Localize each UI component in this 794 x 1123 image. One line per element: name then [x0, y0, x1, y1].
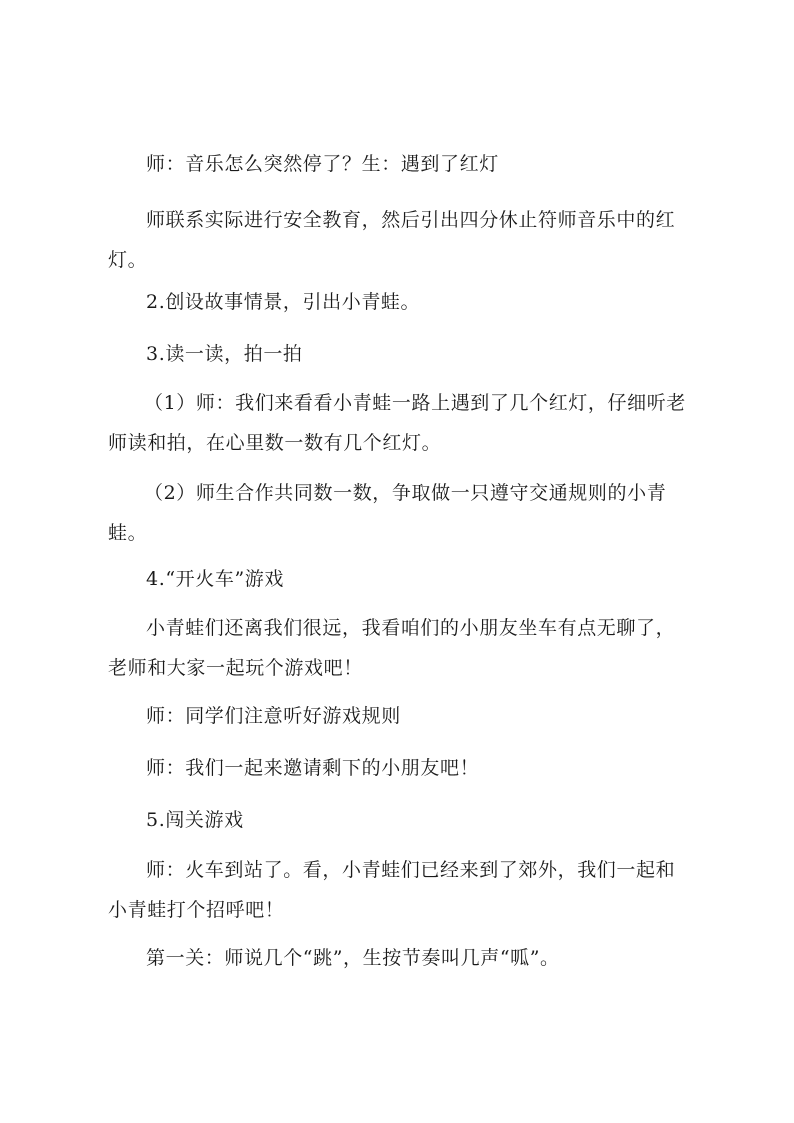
paragraph-step-4: 4.“开火车”游戏: [146, 568, 284, 590]
paragraph-train-intro: 小青蛙们还离我们很远，我看咱们的小朋友坐车有点无聊了，老师和大家一起玩个游戏吧！: [108, 617, 676, 679]
paragraph-substep-1: （1）师：我们来看看小青蛙一路上遇到了几个红灯，仔细听老师读和拍，在心里数一数有几个红灯。: [108, 392, 686, 454]
paragraph-train-arrived: 师：火车到站了。看，小青蛙们已经来到了郊外，我们一起和小青蛙打个招呼吧！: [108, 859, 676, 921]
paragraph-teacher-music-stopped: 师：音乐怎么突然停了？生：遇到了红灯: [146, 153, 499, 175]
paragraph-game-rules: 师：同学们注意听好游戏规则: [146, 705, 401, 727]
paragraph-step-5: 5.闯关游戏: [146, 809, 244, 831]
paragraph-step-3: 3.读一读，拍一拍: [146, 343, 303, 365]
paragraph-invite-friends: 师：我们一起来邀请剩下的小朋友吧！: [146, 757, 480, 779]
paragraph-level-one: 第一关：师说几个“跳”，生按节奏叫几声“呱”。: [146, 947, 560, 969]
paragraph-substep-2: （2）师生合作共同数一数，争取做一只遵守交通规则的小青蛙。: [108, 482, 667, 544]
paragraph-step-2: 2.创设故事情景，引出小青蛙。: [146, 291, 421, 313]
paragraph-safety-education: 师联系实际进行安全教育，然后引出四分休止符师音乐中的红灯。: [108, 209, 676, 271]
